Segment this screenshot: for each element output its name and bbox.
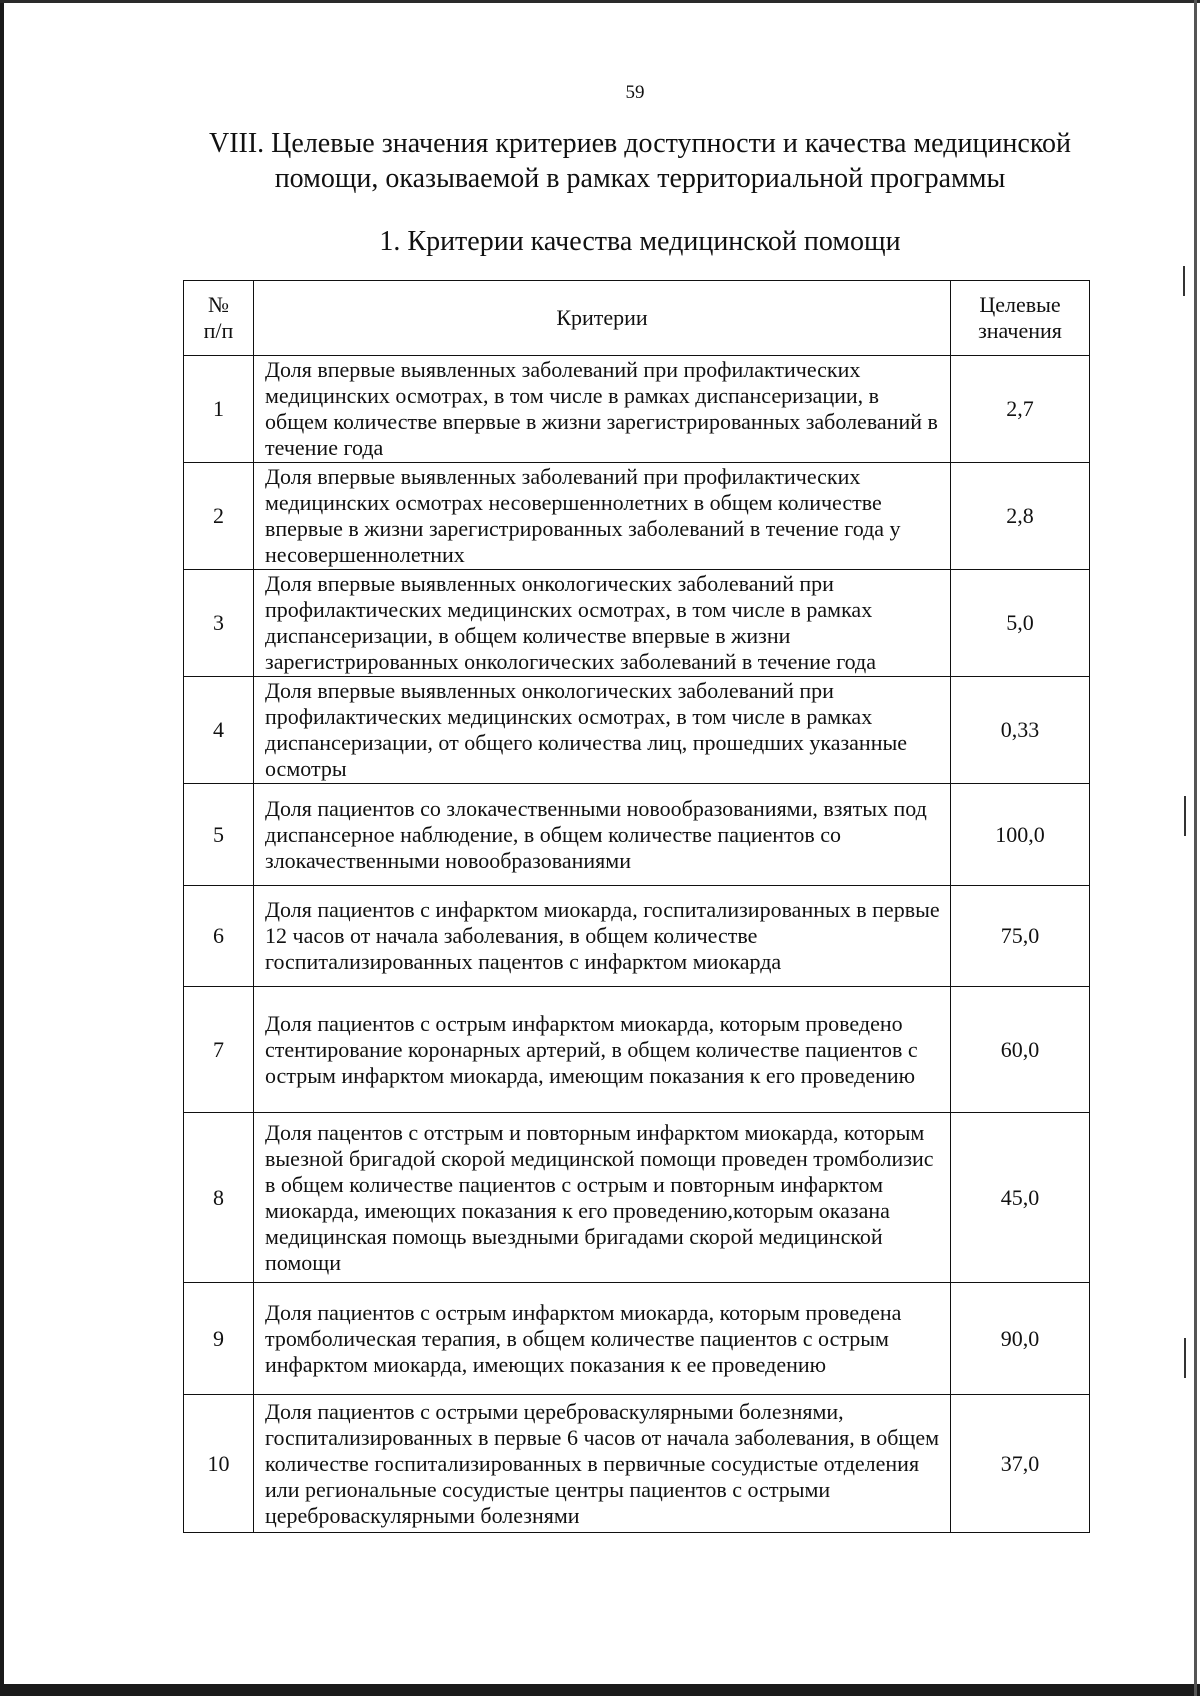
target-value: 5,0 [951,570,1090,677]
criteria-table [183,280,1090,1533]
header-target-line: Целевые [979,292,1061,317]
margin-mark [1183,266,1185,296]
criterion-text: Доля пациентов с инфарктом миокарда, госпитализированных в первые 12 часов от начала заболевания, в общем количестве госпитализированных пацентов с инфарктом миокарда [254,886,951,987]
table-row [184,356,1090,463]
row-number: 2 [184,463,254,570]
row-number: 7 [184,987,254,1113]
table-header-row [184,281,1090,356]
row-number: 10 [184,1395,254,1533]
table-row [184,987,1090,1113]
table-row [184,463,1090,570]
target-value: 90,0 [951,1283,1090,1395]
table-row [184,570,1090,677]
subsection-title: 1. Критерии качества медицинской помощи [379,226,901,257]
row-number: 1 [184,356,254,463]
table-row [184,1283,1090,1395]
criterion-text: Доля пациентов с острым инфарктом миокарда, которым проведена тромболическая терапия, в общем количестве пациентов с острым инфарктом миокарда, имеющих показания к ее проведению [254,1283,951,1395]
row-number: 8 [184,1113,254,1283]
section-title-line: помощи, оказываемой в рамках территориальной программы [274,163,1006,194]
target-value: 45,0 [951,1113,1090,1283]
criterion-text: Доля пациентов с острыми цереброваскулярными болезнями, госпитализированных в первые 6 часов от начала заболевания, в общем количестве госпитализированных в первичные сосудистые отделения или региональные сосудистые центры пациентов с острыми цереброваскулярными болезнями [254,1395,951,1533]
header-criteria: Критерии [254,281,951,356]
target-value: 2,7 [951,356,1090,463]
header-number-abbr: п/п [203,318,234,343]
header-number [184,281,254,356]
page-number: 59 [625,82,645,103]
criterion-text: Доля пацентов с отстрым и повторным инфарктом миокарда, которым выезной бригадой скорой медицинской помощи проведен тромболизис в общем количестве пациентов с острым и повторным инфарктом миокарда, имеющих показания к его проведению,которым оказана медицинская помощь выездными бригадами скорой медицинской помощи [254,1113,951,1283]
scan-edge-top [0,0,1200,3]
target-value: 75,0 [951,886,1090,987]
criterion-text: Доля пациентов со злокачественными новообразованиями, взятых под диспансерное наблюдение, в общем количестве пациентов со злокачественными новообразованиями [254,784,951,886]
criterion-text: Доля впервые выявленных онкологических заболеваний при профилактических медицинских осмотрах, в том числе в рамках диспансеризации, от общего количества лиц, прошедших указанные осмотры [254,677,951,784]
target-value: 100,0 [951,784,1090,886]
table-row [184,677,1090,784]
row-number: 6 [184,886,254,987]
criterion-text: Доля впервые выявленных заболеваний при профилактических медицинских осмотрах несовершеннолетних в общем количестве впервые в жизни зарегистрированных заболеваний в течение года у несовершеннолетних [254,463,951,570]
row-number: 5 [184,784,254,886]
table-row [184,1113,1090,1283]
scan-edge-right [1194,0,1197,1696]
table-row [184,886,1090,987]
row-number: 9 [184,1283,254,1395]
header-target-line: значения [978,318,1062,343]
row-number: 3 [184,570,254,677]
section-title-line: VIII. Целевые значения критериев доступности и качества медицинской [208,128,1072,159]
scan-edge-bottom [0,1684,1200,1696]
header-target-values [951,281,1090,356]
target-value: 0,33 [951,677,1090,784]
criterion-text: Доля пациентов с острым инфарктом миокарда, которым проведено стентирование коронарных артерий, в общем количестве пациентов с острым инфарктом миокарда, имеющим показания к его проведению [254,987,951,1113]
margin-mark [1184,1338,1186,1378]
row-number: 4 [184,677,254,784]
section-title [180,126,1100,196]
target-value: 2,8 [951,463,1090,570]
criterion-text: Доля впервые выявленных онкологических заболеваний при профилактических медицинских осмотрах, в том числе в рамках диспансеризации, в общем количестве впервые в жизни зарегистрированных онкологических заболеваний в течение года [254,570,951,677]
header-number-symbol: № [208,292,229,317]
target-value: 60,0 [951,987,1090,1113]
margin-mark [1184,796,1186,836]
table-row [184,784,1090,886]
target-value: 37,0 [951,1395,1090,1533]
criterion-text: Доля впервые выявленных заболеваний при профилактических медицинских осмотрах, в том числе в рамках диспансеризации, в общем количестве впервые в жизни зарегистрированных заболеваний в течение года [254,356,951,463]
scan-edge-left [0,0,4,1696]
table-row [184,1395,1090,1533]
